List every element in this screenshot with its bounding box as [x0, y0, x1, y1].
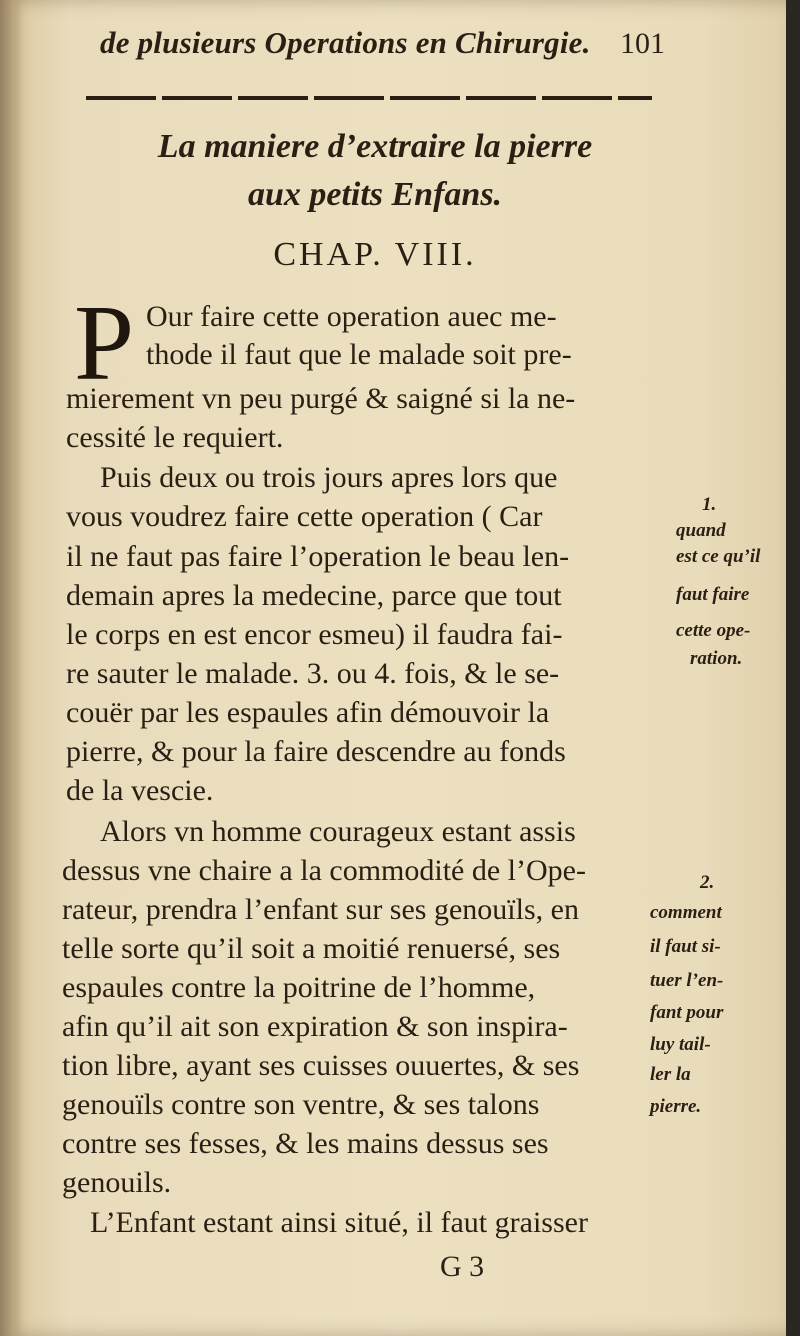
drop-capital: P [74, 284, 135, 403]
margin-note-line: tuer l’en- [650, 970, 724, 991]
text-line: le corps en est encor esmeu) il faudra fai- [66, 618, 563, 651]
text-line: Puis deux ou trois jours apres lors que [100, 461, 558, 494]
signature-mark: G 3 [440, 1250, 485, 1283]
book-binding-shadow [0, 0, 22, 1336]
text-line: couër par les espaules afin démouvoir la [66, 696, 550, 729]
margin-note-line: luy tail- [650, 1034, 711, 1055]
chapter-title-line-1: La maniere d’extraire la pierre [157, 128, 593, 165]
text-line: genouils. [62, 1166, 172, 1199]
text-line: thode il faut que le malade soit pre- [146, 338, 572, 371]
text-line: Alors vn homme courageux estant assis [100, 815, 576, 848]
text-line: de la vescie. [66, 774, 214, 807]
running-head: de plusieurs Operations en Chirurgie. [100, 25, 591, 60]
text-line: pierre, & pour la faire descendre au fonds [66, 735, 566, 768]
text-line: telle sorte qu’il soit a moitié renuersé, ses [62, 932, 561, 965]
margin-note-line: faut faire [676, 584, 750, 605]
margin-note-line: est ce qu’il [676, 546, 761, 567]
margin-note-line: il faut si- [650, 936, 721, 957]
margin-note-line: ler la [650, 1064, 691, 1085]
text-line: dessus vne chaire a la commodité de l’Ope- [62, 854, 586, 887]
header-rule [86, 96, 652, 100]
text-line: mierement vn peu purgé & saigné si la ne- [66, 382, 576, 415]
text-line: espaules contre la poitrine de l’homme, [62, 971, 536, 1004]
text-line: Our faire cette operation auec me- [146, 300, 557, 333]
chapter-number: CHAP. VIII. [273, 236, 477, 273]
page-number: 101 [620, 27, 665, 60]
text-line: afin qu’il ait son expiration & son inspira- [62, 1010, 568, 1043]
text-line: L’Enfant estant ainsi situé, il faut graisser [90, 1206, 588, 1239]
margin-note-line: fant pour [650, 1002, 724, 1023]
text-line: demain apres la medecine, parce que tout [66, 579, 562, 612]
text-line: contre ses fesses, & les mains dessus ses [62, 1127, 549, 1160]
margin-note-line: quand [676, 520, 726, 541]
margin-note-line: ration. [690, 648, 743, 669]
chapter-title-line-2: aux petits Enfans. [247, 176, 503, 213]
margin-note-line: pierre. [650, 1096, 702, 1117]
text-line: vous voudrez faire cette operation ( Car [66, 500, 543, 533]
text-line: re sauter le malade. 3. ou 4. fois, & le se- [66, 657, 560, 690]
text-line: rateur, prendra l’enfant sur ses genouïls, en [62, 893, 579, 926]
margin-note-line: cette ope- [676, 620, 751, 641]
margin-note-marker: 1. [702, 494, 717, 515]
margin-note-marker: 2. [700, 872, 715, 893]
text-line: cessité le requiert. [66, 421, 284, 454]
text-line: il ne faut pas faire l’operation le beau len- [66, 540, 570, 573]
text-line: genouïls contre son ventre, & ses talons [62, 1088, 540, 1121]
text-line: tion libre, ayant ses cuisses ouuertes, & ses [62, 1049, 580, 1082]
margin-note-line: comment [650, 902, 722, 923]
